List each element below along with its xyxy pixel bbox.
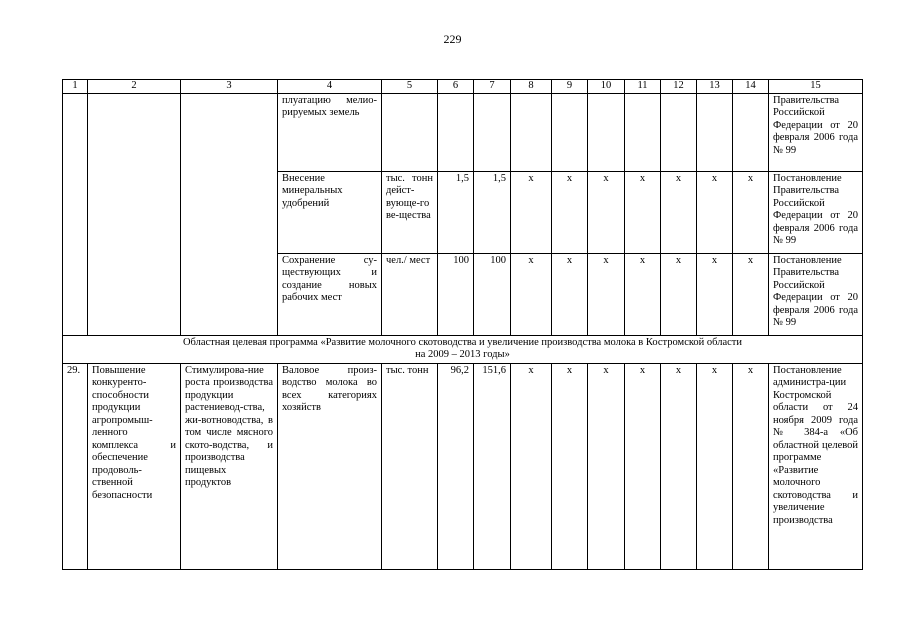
cell-num: 29. bbox=[63, 363, 88, 569]
cell-mark bbox=[625, 93, 661, 171]
cell-mark bbox=[697, 93, 733, 171]
cell-unit: тыс. тонн дейст-вующе-го ве-щества bbox=[382, 171, 438, 253]
cell-num bbox=[63, 93, 88, 335]
cell-value: 96,2 bbox=[438, 363, 474, 569]
cell-mark: x bbox=[697, 253, 733, 335]
cell-value: 1,5 bbox=[438, 171, 474, 253]
cell-goal: Повышение конкуренто-способности продукции агропромыш-ленного комплекса и обеспечение продоволь-ственной безопасности bbox=[88, 363, 181, 569]
cell-basis: Постановление Правительства Российской Федерации от 20 февраля 2006 года № 99 bbox=[769, 253, 863, 335]
header-cell: 12 bbox=[661, 80, 697, 94]
cell-unit: чел./ мест bbox=[382, 253, 438, 335]
cell-value: 1,5 bbox=[474, 171, 511, 253]
header-cell: 13 bbox=[697, 80, 733, 94]
cell-mark: x bbox=[511, 171, 552, 253]
cell-mark bbox=[588, 93, 625, 171]
cell-mark: x bbox=[552, 171, 588, 253]
cell-mark: x bbox=[588, 171, 625, 253]
cell-indicator: Сохранение су-ществующих и создание новых рабочих мест bbox=[278, 253, 382, 335]
cell-indicator: плуатацию мелио-рируемых земель bbox=[278, 93, 382, 171]
cell-mark: x bbox=[588, 363, 625, 569]
cell-mark: x bbox=[511, 363, 552, 569]
cell-value: 100 bbox=[474, 253, 511, 335]
cell-mark: x bbox=[733, 363, 769, 569]
cell-value bbox=[438, 93, 474, 171]
cell-mark: x bbox=[552, 363, 588, 569]
cell-mark: x bbox=[733, 171, 769, 253]
section-title-line: Областная целевая программа «Развитие молочного скотоводства и увеличение производства молока в Костромской области bbox=[182, 336, 743, 348]
cell-value bbox=[474, 93, 511, 171]
header-cell: 11 bbox=[625, 80, 661, 94]
header-cell: 15 bbox=[769, 80, 863, 94]
cell-value: 100 bbox=[438, 253, 474, 335]
header-cell: 5 bbox=[382, 80, 438, 94]
table-row bbox=[63, 93, 863, 171]
header-cell: 7 bbox=[474, 80, 511, 94]
header-row bbox=[63, 80, 863, 94]
cell-mark bbox=[511, 93, 552, 171]
table-row bbox=[63, 363, 863, 569]
section-title bbox=[63, 335, 863, 363]
header-cell: 9 bbox=[552, 80, 588, 94]
cell-mark: x bbox=[697, 363, 733, 569]
cell-mark: x bbox=[588, 253, 625, 335]
cell-mark: x bbox=[661, 363, 697, 569]
cell-mark: x bbox=[697, 171, 733, 253]
cell-value: 151,6 bbox=[474, 363, 511, 569]
cell-basis: Постановление Правительства Российской Федерации от 20 февраля 2006 года № 99 bbox=[769, 171, 863, 253]
cell-mark bbox=[661, 93, 697, 171]
cell-basis: Правительства Российской Федерации от 20 февраля 2006 года № 99 bbox=[769, 93, 863, 171]
cell-basis: Постановление администра-ции Костромской области от 24 ноября 2009 года № 384-а «Об областной целевой программе «Развитие молочного скотоводства и увеличение производства bbox=[769, 363, 863, 569]
header-cell: 2 bbox=[88, 80, 181, 94]
cell-mark: x bbox=[661, 253, 697, 335]
cell-goal bbox=[88, 93, 181, 335]
header-cell: 14 bbox=[733, 80, 769, 94]
cell-indicator: Внесение минеральных удобрений bbox=[278, 171, 382, 253]
cell-mark bbox=[552, 93, 588, 171]
section-title-line: на 2009 – 2013 годы» bbox=[415, 349, 510, 360]
cell-mark: x bbox=[661, 171, 697, 253]
cell-mark: x bbox=[733, 253, 769, 335]
page-number: 229 bbox=[443, 32, 462, 46]
header-cell: 8 bbox=[511, 80, 552, 94]
section-row bbox=[63, 335, 863, 363]
cell-unit bbox=[382, 93, 438, 171]
header-cell: 4 bbox=[278, 80, 382, 94]
cell-mark: x bbox=[511, 253, 552, 335]
header-cell: 1 bbox=[63, 80, 88, 94]
cell-mark bbox=[733, 93, 769, 171]
cell-mark: x bbox=[552, 253, 588, 335]
cell-task: Стимулирова-ние роста производства продукции растениевод-ства, жи-вотноводства, в том числе мясного ското-водства, и производства пищевых продуктов bbox=[181, 363, 278, 569]
cell-mark: x bbox=[625, 171, 661, 253]
cell-mark: x bbox=[625, 253, 661, 335]
cell-unit: тыс. тонн bbox=[382, 363, 438, 569]
program-table bbox=[62, 79, 863, 570]
header-cell: 3 bbox=[181, 80, 278, 94]
cell-task bbox=[181, 93, 278, 335]
header-cell: 6 bbox=[438, 80, 474, 94]
cell-indicator: Валовое произ-водство молока во всех категориях хозяйств bbox=[278, 363, 382, 569]
cell-mark: x bbox=[625, 363, 661, 569]
header-cell: 10 bbox=[588, 80, 625, 94]
